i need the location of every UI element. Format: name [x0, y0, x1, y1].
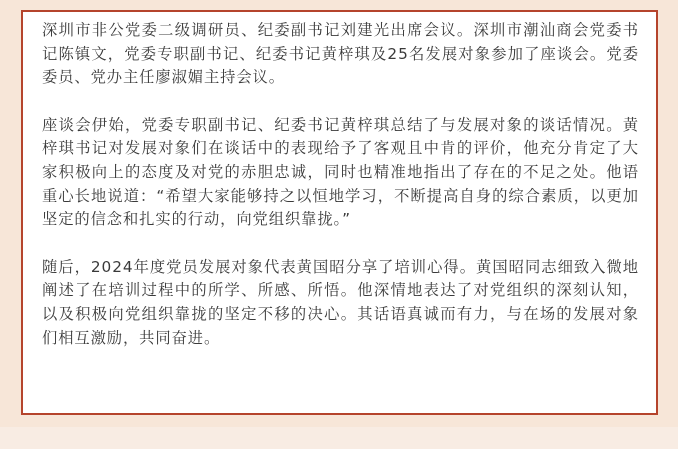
article-body — [42, 19, 639, 350]
page-bottom-band — [0, 427, 678, 449]
paragraph-training-experience: 随后，2024年度党员发展对象代表黄国昭分享了培训心得。黄国昭同志细致入微地阐述了在培训过程中的所学、所感、所悟。他深情地表达了对党组织的深刻认知，以及积极向党组织靠拢的坚定不移的决心。其话语真诚而有力，与在场的发展对象们相互激励，共同奋进。 — [42, 257, 639, 347]
paragraph-attendees: 深圳市非公党委二级调研员、纪委副书记刘建光出席会议。深圳市潮汕商会党委书记陈镇文，党委专职副书记、纪委书记黄梓琪及25名发展对象参加了座谈会。党委委员、党办主任廖淑媚主持会议。 — [42, 21, 639, 87]
paragraph-talk-summary: 座谈会伊始，党委专职副书记、纪委书记黄梓琪总结了与发展对象的谈话情况。黄梓琪书记对发展对象们在谈话中的表现给予了客观且中肯的评价，他充分肯定了大家积极向上的态度及对党的赤胆忠诚，同时也精准地指出了存在的不足之处。他语重心长地说道：“希望大家能够持之以恒地学习，不断提高自身的综合素质，以更加坚定的信念和扎实的行动，向党组织靠拢。” — [42, 115, 639, 229]
